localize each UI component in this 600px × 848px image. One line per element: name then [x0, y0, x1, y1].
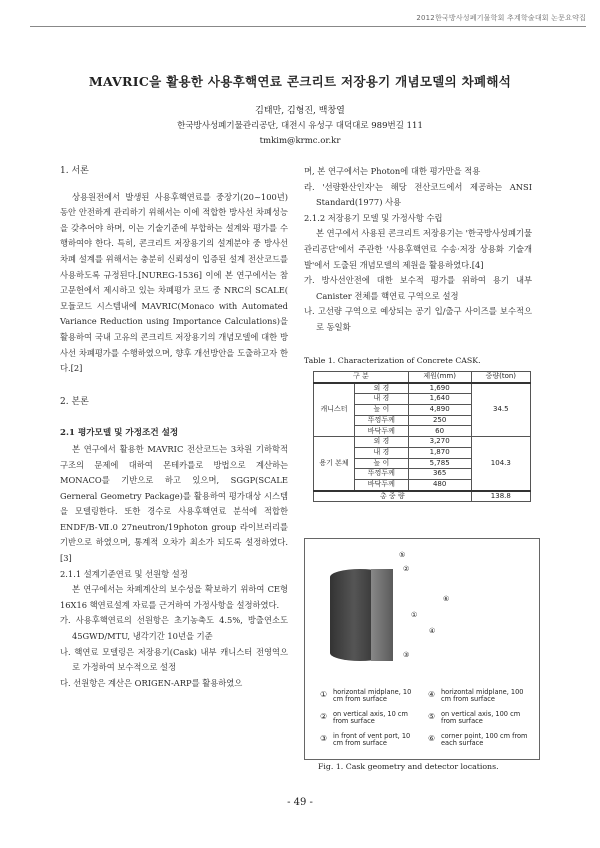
table-caption: Table 1. Characterization of Concrete CASK.	[304, 356, 481, 365]
cask-cutaway-image	[371, 569, 393, 661]
table-cell: 1,640	[408, 394, 471, 405]
table-cell: 바닥두께	[355, 479, 409, 490]
table-cell: 480	[408, 479, 471, 490]
list-item-na-2: 나. 고선량 구역으로 예상되는 공기 입/출구 사이즈를 보수적으로 동일화	[304, 306, 532, 332]
running-header: 2012한국방사성폐기물학회 추계학술대회 논문요약집	[416, 14, 586, 22]
detector-point-label: ②	[403, 565, 410, 573]
table-cell: 외 경	[355, 437, 409, 448]
table-cell: 내 경	[355, 394, 409, 405]
detector-point-label: ⑤	[399, 551, 406, 559]
list-item-na: 나. 핵연료 모델링은 저장용기(Cask) 내부 캐니스터 전영역으로 가정하여 보수적으로 설정	[60, 646, 288, 673]
table-header: 중량(ton)	[471, 372, 530, 383]
legend-item: ④ horizontal midplane, 100 cm from surface	[428, 688, 524, 704]
legend-item: ② on vertical axis, 10 cm from surface	[320, 710, 408, 726]
paper-title: MAVRIC을 활용한 사용후핵연료 콘크리트 저장용기 개념모델의 차폐해석	[88, 74, 512, 89]
group-weight: 34.5	[471, 383, 530, 437]
left-column	[60, 164, 288, 691]
paragraph-2-1-2: 본 연구에서 사용된 콘크리트 저장용기는 '한국방사성폐기물관리공단'에서 주관한 '사용후핵연료 수송·저장 상용화 기술개발'에서 도출된 개념모델의 제원을 활용하였다.[4]	[304, 228, 532, 270]
header-rule	[30, 26, 586, 27]
section-heading-body: 2. 본론	[60, 396, 89, 407]
list-item-ga: 가. 사용후핵연료의 선원항은 초기농축도 4.5%, 방출연소도 45GWD/MTU, 냉각기간 10년을 기준	[60, 615, 288, 642]
table-cell: 250	[408, 415, 471, 426]
table-cell: 뚜껑두께	[355, 415, 409, 426]
section-heading-intro: 1. 서론	[60, 166, 89, 176]
table-cell: 365	[408, 469, 471, 480]
table-row	[314, 383, 531, 394]
figure-caption: Fig. 1. Cask geometry and detector locations.	[318, 762, 499, 771]
group-label: 캐니스터	[314, 383, 355, 437]
subsection-2-1-2: 2.1.2 저장용기 모델 및 가정사항 수립	[304, 212, 443, 223]
table-cell: 1,870	[408, 447, 471, 458]
detector-point-label: ④	[429, 627, 436, 635]
table-cell: 4,890	[408, 405, 471, 416]
table-cell: 높 이	[355, 405, 409, 416]
table-total-row	[314, 491, 531, 502]
legend-item: ③ in front of vent port, 10 cm from surface	[320, 732, 411, 748]
legend-item: ① horizontal midplane, 10 cm from surface	[320, 688, 412, 704]
authors: 김태만, 김형진, 백창열	[255, 106, 345, 116]
page-number: - 49 -	[287, 797, 313, 808]
group-weight: 104.3	[471, 437, 530, 491]
table-row	[314, 437, 531, 448]
group-label: 용기 본체	[314, 437, 355, 491]
table-header: 구 분	[314, 372, 409, 383]
table-cell: 1,690	[408, 383, 471, 394]
table-cell: 높 이	[355, 458, 409, 469]
detector-point-label: ①	[411, 611, 418, 619]
list-item-ra: 라. '선량환산인자'는 해당 전산코드에서 제공하는 ANSI Standard(1977) 사용	[304, 181, 532, 208]
subsection-2-1: 2.1 평가모델 및 가정조건 설정	[60, 428, 179, 439]
paragraph-continued: 며, 본 연구에서는 Photon에 대한 평가만을 적용	[304, 166, 481, 176]
email: tmkim@krmc.or.kr	[259, 136, 341, 146]
table-cell: 5,785	[408, 458, 471, 469]
detector-point-label: ③	[403, 651, 410, 659]
affiliation: 한국방사성폐기물관리공단, 대전시 유성구 대덕대로 989번길 111	[177, 121, 423, 131]
paragraph-intro: 상용원전에서 발생된 사용후핵연료를 중장기(20~100년)동안 안전하게 관리하기 위해서는 이에 적합한 방사선 차폐성능을 갖추어야 하며, 이는 기술기준에 부합하는 설계와 평가를 수행하여야 한다. 특히, 콘크리트 저장용기의 설계분야 중 방사선차폐 설계를 위해서는 충분히 신뢰성이 입증된 설계 전산코드를 사용하도록 규정된다.[NUREG-1536] 이에 본 연구에서는 참고문헌에서 제시하고 있는 차폐평가 코드 중 NRC의 SCALE( 모듈코드 시스템내에 MAVRIC(Monaco with Automated Variance Reduction using Importance Calculations)을 활용하여 국내 고유의 콘크리트 저장용기의 개념모델에 대한 방사선 차폐평가를 수행하였으며, 향후 개선방안을 도출하고자 한다.[2]	[60, 191, 288, 374]
paragraph-2-1: 본 연구에서 활용한 MAVRIC 전산코드는 3차원 기하학적 구조의 문제에 대하여 몬테카를로 방법으로 계산하는 MONACO를 기반으로 하고 있으며, SGGP(SCALE Gerneral Geometry Package)를 활용하여 평가대상 시스템을 모델링한다. 또한 경수로 사용후핵연료 분석에 적합한 ENDF/B-Ⅶ.0 27neutron/19photon group 라이브러리를 기반으로 하였으며, 통계적 오차가 최소가 되도록 설정하였다.[3]	[60, 443, 288, 564]
table-cell: 60	[408, 426, 471, 437]
list-item-da: 다. 선원항은 계산은 ORIGEN-ARP를 활용하였으	[60, 677, 243, 688]
legend-item: ⑥ corner point, 100 cm from each surface	[428, 732, 528, 748]
table-header: 제원(mm)	[408, 372, 471, 383]
cask-geometry-figure	[304, 538, 540, 760]
table-cell: 3,270	[408, 437, 471, 448]
legend-item: ⑤ on vertical axis, 100 cm from surface	[428, 710, 521, 726]
subsection-2-1-1: 2.1.1 설계기준연료 및 선원항 설정	[60, 568, 188, 579]
paragraph-2-1-1: 본 연구에서는 차폐계산의 보수성을 확보하기 위하여 CE형 16X16 핵연료설계 자료를 근거하여 가정사항을 설정하였다.	[60, 584, 288, 610]
right-column	[304, 164, 532, 336]
total-label: 총 중 량	[314, 491, 472, 502]
table-cell: 외 경	[355, 383, 409, 394]
cask-spec-table	[313, 371, 531, 502]
table-cell: 뚜껑두께	[355, 469, 409, 480]
total-value: 138.8	[471, 491, 530, 502]
table-cell: 내 경	[355, 447, 409, 458]
table-cell: 바닥두께	[355, 426, 409, 437]
list-item-ga-2: 가. 방사선안전에 대한 보수적 평가를 위하여 용기 내부 Canister 전체를 핵연료 구역으로 설정	[304, 275, 532, 301]
detector-point-label: ⑥	[443, 595, 450, 603]
